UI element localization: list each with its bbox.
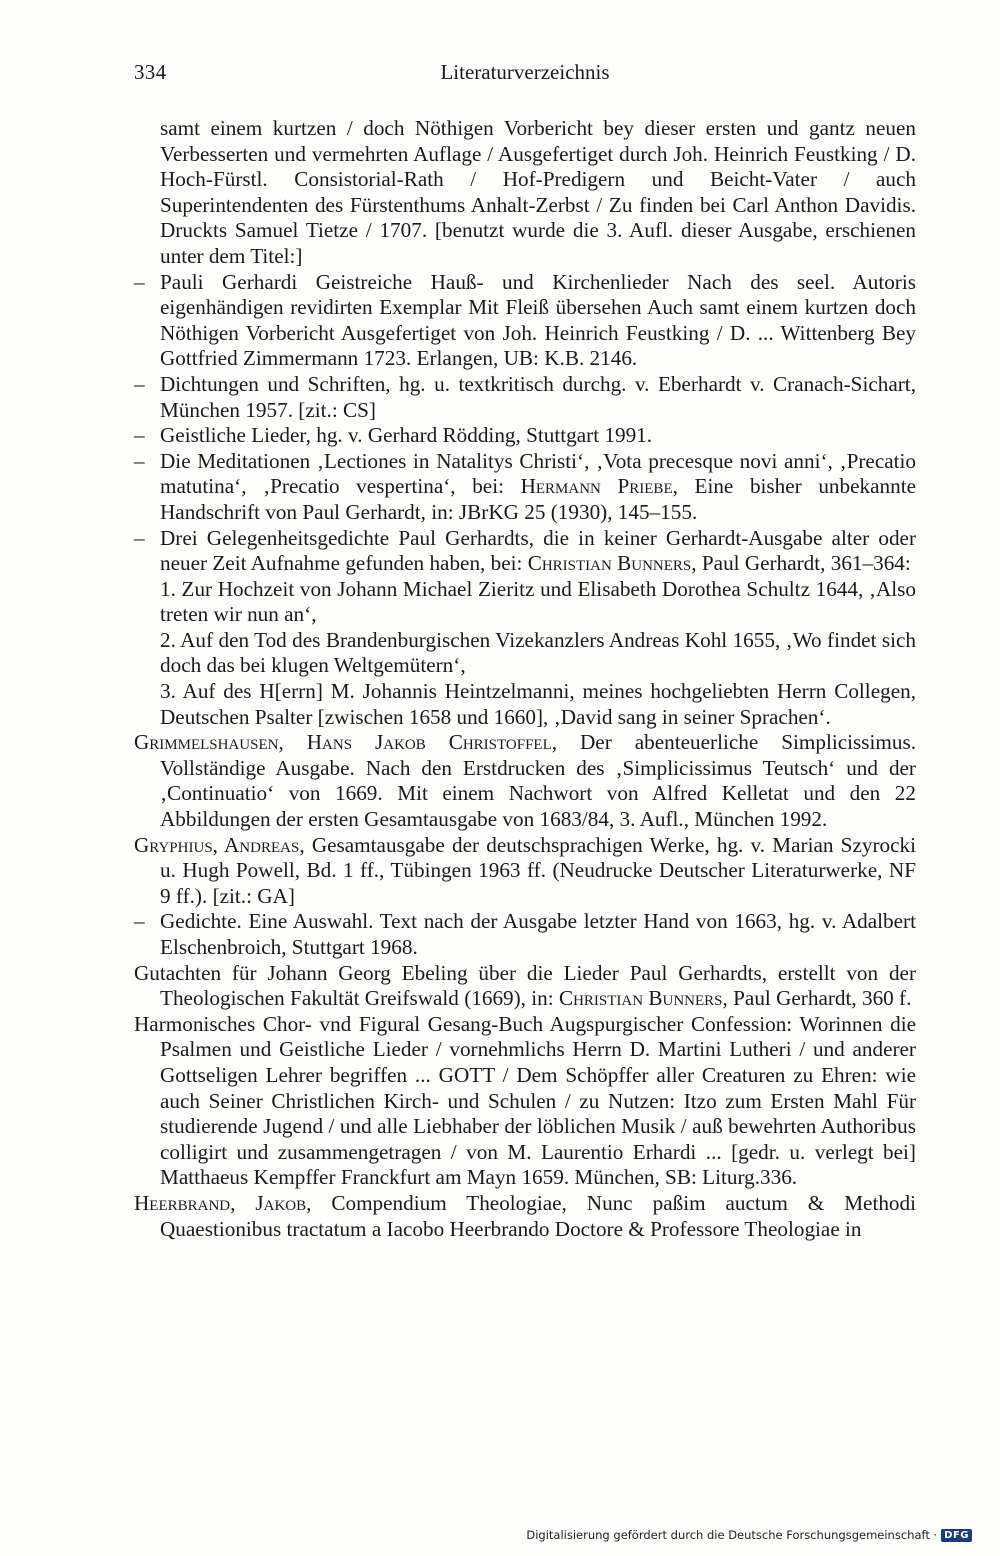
bib-subentry: – Die Meditationen ‚Lectiones in Natalitys Christi‘, ‚Vota precesque novi anni‘, ‚Precatio matutina‘, ‚Precatio vespertina‘, bei: Hermann Priebe, Eine bisher unbekannte Handschrift von Paul Gerhardt, in: JBrKG 25 (1930), 145–155.	[134, 448, 916, 524]
page-number: 334	[134, 60, 167, 84]
bib-entry: Heerbrand, Jakob, Compendium Theologiae, Nunc paßim auctum & Methodi Quaestionibus tractatum a Iacobo Heerbrando Doctore & Professore Theologiae in	[134, 1190, 917, 1241]
author-name: Heerbrand, Jakob	[134, 1190, 307, 1215]
author-name: Christian Bunners	[558, 986, 723, 1011]
bib-subentry: – Drei Gelegenheitsgedichte Paul Gerhardts, die in keiner Gerhardt-Ausgabe alter oder neuer Zeit Aufnahme gefunden haben, bei: Christian Bunners, Paul Gerhardt, 361–364:	[134, 525, 916, 576]
digitization-footer	[526, 1528, 972, 1542]
bib-numbered-item: 3. Auf des H[errn] M. Johannis Heintzelmanni, meines hochgeliebten Herrn Collegen, Deutschen Psalter [zwischen 1658 und 1660], ‚David sang in seiner Sprachen‘.	[160, 679, 916, 729]
bib-entry: Harmonisches Chor- vnd Figural Gesang-Buch Augspurgischer Confession: Worinnen die Psalmen und Geistliche Lieder / vornehmlichs Herrn D. Martini Lutheri / und anderer Gottseligen Lehrer begriffen ... GOTT / Dem Schöpffer aller Creaturen zu Ehren: wie auch Seiner Christlichen Kirch- und Schulen / zu Nutzen: Itzo zum Ersten Mahl Für studierende Jugend / und alle Liebhaber der löblichen Musik / auß bewehrten Authoribus colligirt und zusammengetragen / von M. Laurentio Erhardi ... [gedr. u. verlegt bei] Matthaeus Kempffer Franckfurt am Mayn 1659. München, SB: Liturg.336.	[134, 1011, 916, 1190]
author-name: Hermann Priebe	[520, 474, 673, 499]
footer-text: Digitalisierung gefördert durch die Deutsche Forschungsgemeinschaft ·	[526, 1528, 938, 1542]
author-name: Christian Bunners	[527, 551, 692, 576]
dash-marker: –	[134, 448, 145, 473]
bib-subentry: – Gedichte. Eine Auswahl. Text nach der Ausgabe letzter Hand von 1663, hg. v. Adalbert Elschenbroich, Stuttgart 1968.	[134, 909, 916, 959]
dash-marker: –	[134, 269, 145, 294]
dfg-logo: DFG	[941, 1529, 972, 1542]
dash-marker: –	[134, 423, 145, 448]
author-name: Gryphius, Andreas	[134, 832, 300, 857]
dash-marker: –	[134, 909, 145, 934]
bib-subentry: – Geistliche Lieder, hg. v. Gerhard Rödding, Stuttgart 1991.	[134, 423, 653, 448]
bib-numbered-item: 2. Auf den Tod des Brandenburgischen Vizekanzlers Andreas Kohl 1655, ‚Wo findet sich doch das bei klugen Weltgemütern‘,	[160, 627, 916, 678]
bib-numbered-item: 1. Zur Hochzeit von Johann Michael Zieritz und Elisabeth Dorothea Schultz 1644, ‚Also treten wir nun an‘,	[160, 576, 916, 627]
bibliography-body	[134, 116, 916, 1242]
bib-entry: Gryphius, Andreas, Gesamtausgabe der deutschsprachigen Werke, hg. v. Marian Szyrocki u. Hugh Powell, Bd. 1 ff., Tübingen 1963 ff. (Neudrucke Deutscher Literaturwerke, NF 9 ff.). [zit.: GA]	[134, 832, 916, 908]
dash-marker: –	[134, 371, 145, 396]
bib-entry: Gutachten für Johann Georg Ebeling über die Lieder Paul Gerhardts, erstellt von der Theologischen Fakultät Greifswald (1669), in: Christian Bunners, Paul Gerhardt, 360 f.	[134, 960, 916, 1011]
bib-entry: Grimmelshausen, Hans Jakob Christoffel, Der abenteuerliche Simplicissimus. Vollständige Ausgabe. Nach den Erstdrucken des ‚Simplicissimus Teutsch‘ und der ‚Continuatio‘ von 1669. Mit einem Nachwort von Alfred Kelletat und den 22 Abbildungen der ersten Gesamtausgabe von 1683/84, 3. Aufl., München 1992.	[134, 730, 916, 832]
author-name: Grimmelshausen, Hans Jakob Christoffel	[134, 730, 552, 755]
running-head: Literaturverzeichnis	[440, 60, 610, 84]
bib-entry-continuation: samt einem kurtzen / doch Nöthigen Vorbericht bey dieser ersten und gantz neuen Verbesserten und vermehrten Auflage / Ausgefertiget durch Joh. Heinrich Feustking / D. Hoch-Fürstl. Consistorial-Rath / Hof-Predigern und Beicht-Vater / auch Superintendenten des Fürstenthums Anhalt-Zerbst / Zu finden bei Carl Anthon Davidis. Druckts Samuel Tietze / 1707. [benutzt wurde die 3. Aufl. dieser Ausgabe, erschienen unter dem Titel:]	[160, 116, 916, 268]
dash-marker: –	[134, 525, 145, 550]
bib-subentry: – Pauli Gerhardi Geistreiche Hauß- und Kirchenlieder Nach des seel. Autoris eigenhändigen revidirten Exemplar Mit Fleiß übersehen Auch samt einem kurtzen doch Nöthigen Vorbericht Ausgefertiget von Joh. Heinrich Feustking / D. ... Wittenberg Bey Gottfried Zimmermann 1723. Erlangen, UB: K.B. 2146.	[134, 269, 916, 371]
bib-subentry: – Dichtungen und Schriften, hg. u. textkritisch durchg. v. Eberhardt v. Cranach-Sichart, München 1957. [zit.: CS]	[134, 371, 916, 422]
